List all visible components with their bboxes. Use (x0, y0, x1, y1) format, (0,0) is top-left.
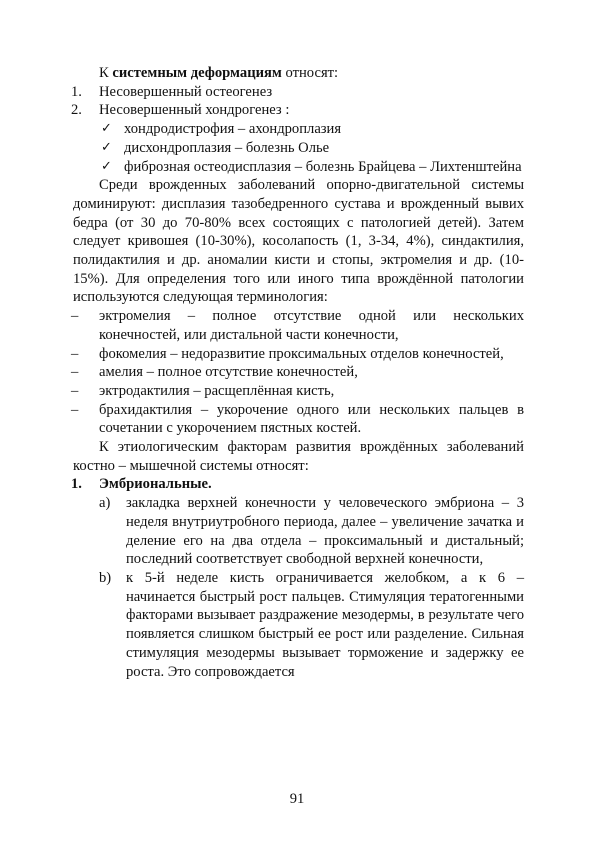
page-content (73, 64, 524, 681)
paragraph: Среди врожденных заболеваний опорно-двигательной системы доминируют: дисплазия тазобедренного сустава и врожденный вывих бедра (от 30 до 70-80% всех состоящих с патологией детей). Затем следует кривошея (10-30%), косолапость (1, 3-34, 4%), синдактилия, полидактилия и др. аномалии кисти и стопы, эктромелия и др. (10-15%). Для определения того или иного типа врождённой патологии используются следующая терминология: (73, 177, 524, 306)
dash-text: эктродактилия – расщеплённая кисть, (99, 382, 335, 399)
dash-item (73, 307, 524, 344)
list-text: Несовершенный хондрогенез : (99, 102, 290, 119)
intro-prefix: К (99, 65, 113, 81)
list-number: 2. (71, 102, 82, 119)
check-text: дисхондроплазия – болезнь Олье (124, 139, 330, 156)
check-text: фиброзная остеодисплазия – болезнь Брайцева – Лихтенштейна (124, 158, 522, 175)
dash-bullet: – (71, 401, 79, 418)
dash-text: эктромелия – полное отсутствие одной или нескольких конечностей, или дистальной части конечности, (99, 308, 524, 343)
check-text: хондродистрофия – ахондроплазия (124, 121, 342, 138)
sub-item (73, 569, 524, 681)
intro-bold: системным деформациям (112, 65, 282, 81)
dash-bullet: – (71, 364, 79, 381)
dash-text: амелия – полное отсутствие конечностей, (99, 364, 358, 381)
dash-text: брахидактилия – укорочение одного или нескольких пальцев в сочетании с укорочением пястных костей. (99, 401, 524, 437)
intro-line (73, 64, 524, 83)
list-number: 1. (71, 83, 82, 100)
dash-bullet: – (71, 345, 79, 362)
list-item (73, 83, 524, 102)
dash-text: фокомелия – недоразвитие проксимальных отделов конечностей, (99, 345, 504, 362)
intro-suffix: относят: (281, 65, 339, 81)
heading-text: Эмбриональные. (99, 476, 212, 493)
page-number: 91 (289, 791, 305, 807)
heading-number: 1. (71, 476, 82, 493)
dash-item (73, 401, 524, 438)
sub-marker: a) (99, 495, 111, 512)
checkmark-icon: ✓ (101, 139, 112, 155)
sub-item (73, 494, 524, 569)
list-item (73, 101, 524, 120)
checkmark-icon: ✓ (101, 158, 112, 174)
check-item (73, 120, 524, 139)
checkmark-icon: ✓ (101, 121, 112, 137)
check-item (73, 139, 524, 158)
sub-text: закладка верхней конечности у человеческого эмбриона – 3 неделя внутриутробного периода, далее – увеличение зачатка и деление его на два отдела – проксимальный и дистальный; последний соответствует свободной верхней конечности, (126, 495, 524, 568)
section-heading (73, 475, 524, 494)
sub-marker: b) (99, 569, 112, 586)
paragraph: К этиологическим факторам развития врождённых заболеваний костно – мышечной системы относят: (73, 439, 524, 474)
sub-text: к 5-й неделе кисть ограничивается желобком, а к 6 – начинается быстрый рост пальцев. Стимуляция тератогенными факторами вызывает раздражение мезодермы, в результате чего появляется слишком быстрый ее рост или разделение. Сильная стимуляция мезодермы вызывает торможение и задержку ее роста. Это сопровождается (126, 569, 524, 680)
dash-item (73, 345, 524, 364)
dash-item (73, 363, 524, 382)
list-text: Несовершенный остеогенез (99, 83, 273, 100)
dash-item (73, 382, 524, 401)
dash-bullet: – (71, 308, 79, 325)
dash-bullet: – (71, 382, 79, 399)
check-item (73, 158, 524, 177)
